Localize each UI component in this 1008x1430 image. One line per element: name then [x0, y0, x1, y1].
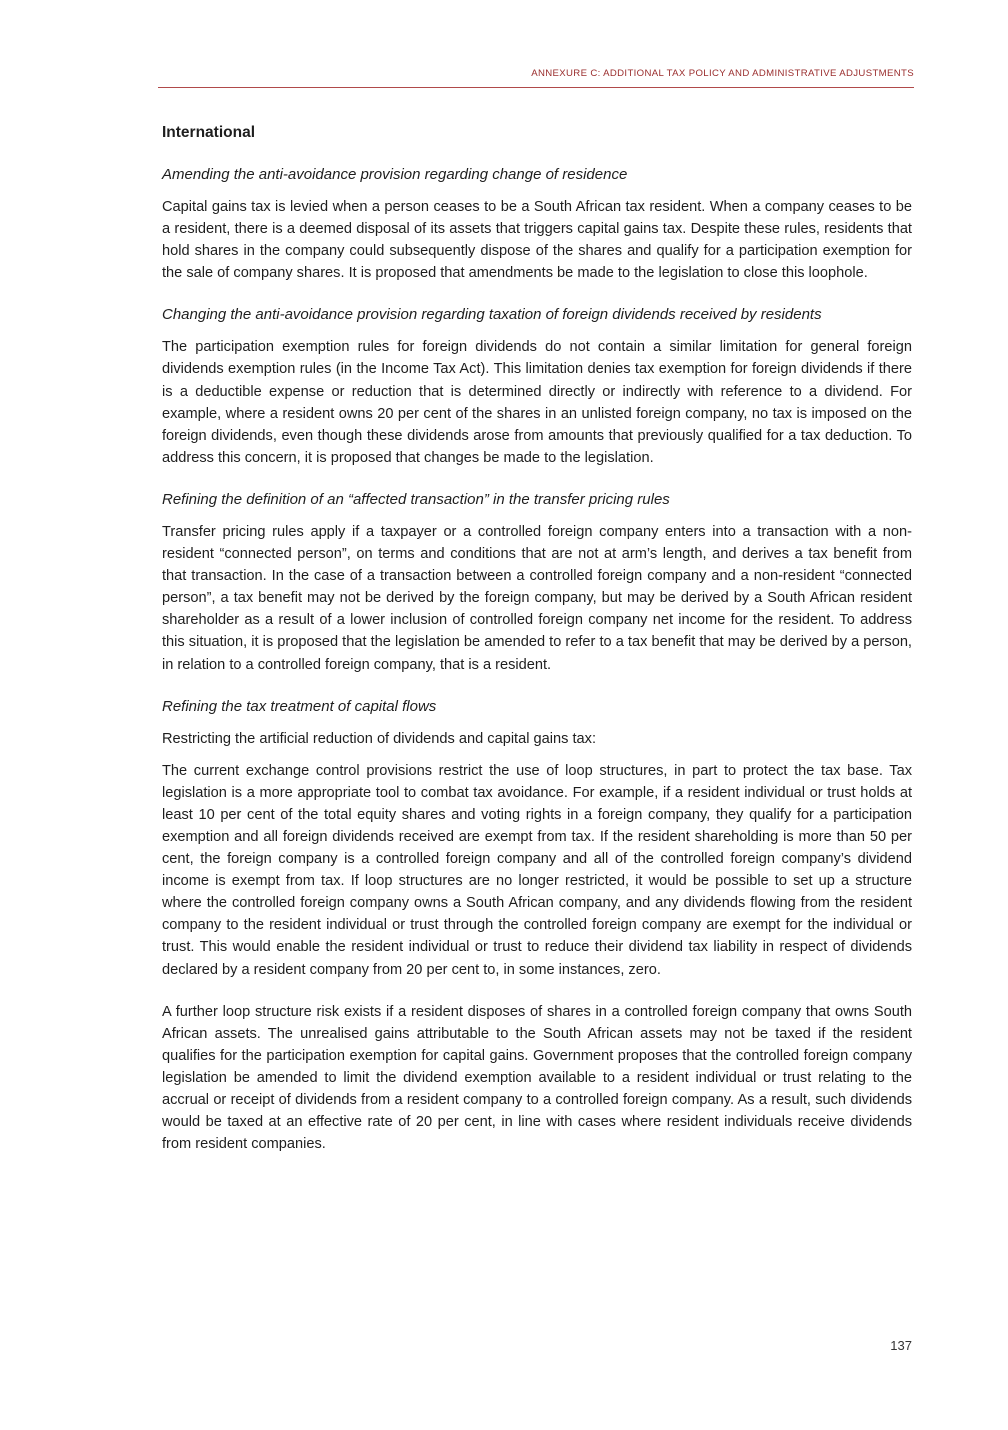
subheading: Amending the anti-avoidance provision regarding change of residence [162, 166, 628, 183]
paragraph: Capital gains tax is levied when a person ceases to be a South African tax resident. When a company ceases to be a resident, there is a deemed disposal of its assets that triggers capital gains tax. Despite these rules, residents that hold shares in the company could subsequently dispose of the shares and qualify for a participation exemption for the sale of company shares. It is proposed that amendments be made to the legislation to close this loophole. [162, 199, 912, 282]
subheading: Refining the definition of an “affected transaction” in the transfer pricing rules [162, 490, 670, 508]
section-title: International [162, 124, 256, 141]
block-change-of-residence [162, 164, 912, 284]
subheading: Changing the anti-avoidance provision regarding taxation of foreign dividends received by residents [162, 306, 822, 324]
paragraph: Transfer pricing rules apply if a taxpayer or a controlled foreign company enters into a transaction with a non-resident “connected person”, on terms and conditions that are not at arm’s length, and derives a tax benefit from that transaction. In the case of a transaction between a controlled foreign company and a non-resident “connected person”, a tax benefit may not be derived by the foreign company, but may be derived by a South African resident shareholder as a result of a lower inclusion of controlled foreign company net income for the resident. To address this situation, it is proposed that the legislation be amended to refer to a tax benefit that may be derived by a person, in relation to a controlled foreign company, that is a resident. [162, 523, 912, 673]
paragraph: Restricting the artificial reduction of dividends and capital gains tax: [162, 730, 596, 747]
page-number: 137 [890, 1338, 912, 1353]
header-rule [158, 87, 914, 88]
block-capital-flows [162, 696, 912, 1156]
paragraph: The current exchange control provisions restrict the use of loop structures, in part to protect the tax base. Tax legislation is a more appropriate tool to combat tax avoidance. For example, if a resident individual or trust holds at least 10 per cent of the total equity shares and voting rights in a foreign company, they qualify for a participation exemption and all foreign dividends received are exempt from tax. If the resident shareholding is more than 50 per cent, the foreign company is a controlled foreign company and all of the controlled foreign company’s dividend income is exempt from tax. If loop structures are no longer restricted, it would be possible to set up a structure where the controlled foreign company owns a South African company, and any dividends flowing from the resident company to the resident individual or trust through the controlled foreign company are exempt for the individual or trust. This would enable the resident individual or trust to reduce their dividend tax liability in respect of dividends declared by a resident company from 20 per cent to, in some instances, zero. [162, 762, 912, 978]
paragraph: A further loop structure risk exists if a resident disposes of shares in a controlled foreign company that owns South African assets. The unrealised gains attributable to the South African assets may not be taxed if the resident qualifies for the participation exemption for capital gains. Government proposes that the controlled foreign company legislation be amended to limit the dividend exemption available to a resident individual or trust relating to the accrual or receipt of dividends from a resident company to a controlled foreign company. As a result, such dividends would be taxed at an effective rate of 20 per cent, in line with cases where resident individuals receive dividends from resident companies. [162, 1003, 912, 1153]
block-foreign-dividends [162, 304, 912, 469]
block-affected-transaction [162, 489, 912, 676]
page-content [162, 122, 912, 1175]
running-header: ANNEXURE C: ADDITIONAL TAX POLICY AND ADMINISTRATIVE ADJUSTMENTS [531, 68, 914, 79]
paragraph: The participation exemption rules for foreign dividends do not contain a similar limitation for general foreign dividends exemption rules (in the Income Tax Act). This limitation denies tax exemption for foreign dividends if there is a deductible expense or reduction that is determined directly or indirectly with reference to a dividend. For example, where a resident owns 20 per cent of the shares in an unlisted foreign company, no tax is imposed on the foreign dividends, even though these dividends arose from amounts that previously qualified for a tax deduction. To address this concern, it is proposed that changes be made to the legislation. [162, 339, 912, 466]
subheading: Refining the tax treatment of capital flows [162, 697, 437, 715]
